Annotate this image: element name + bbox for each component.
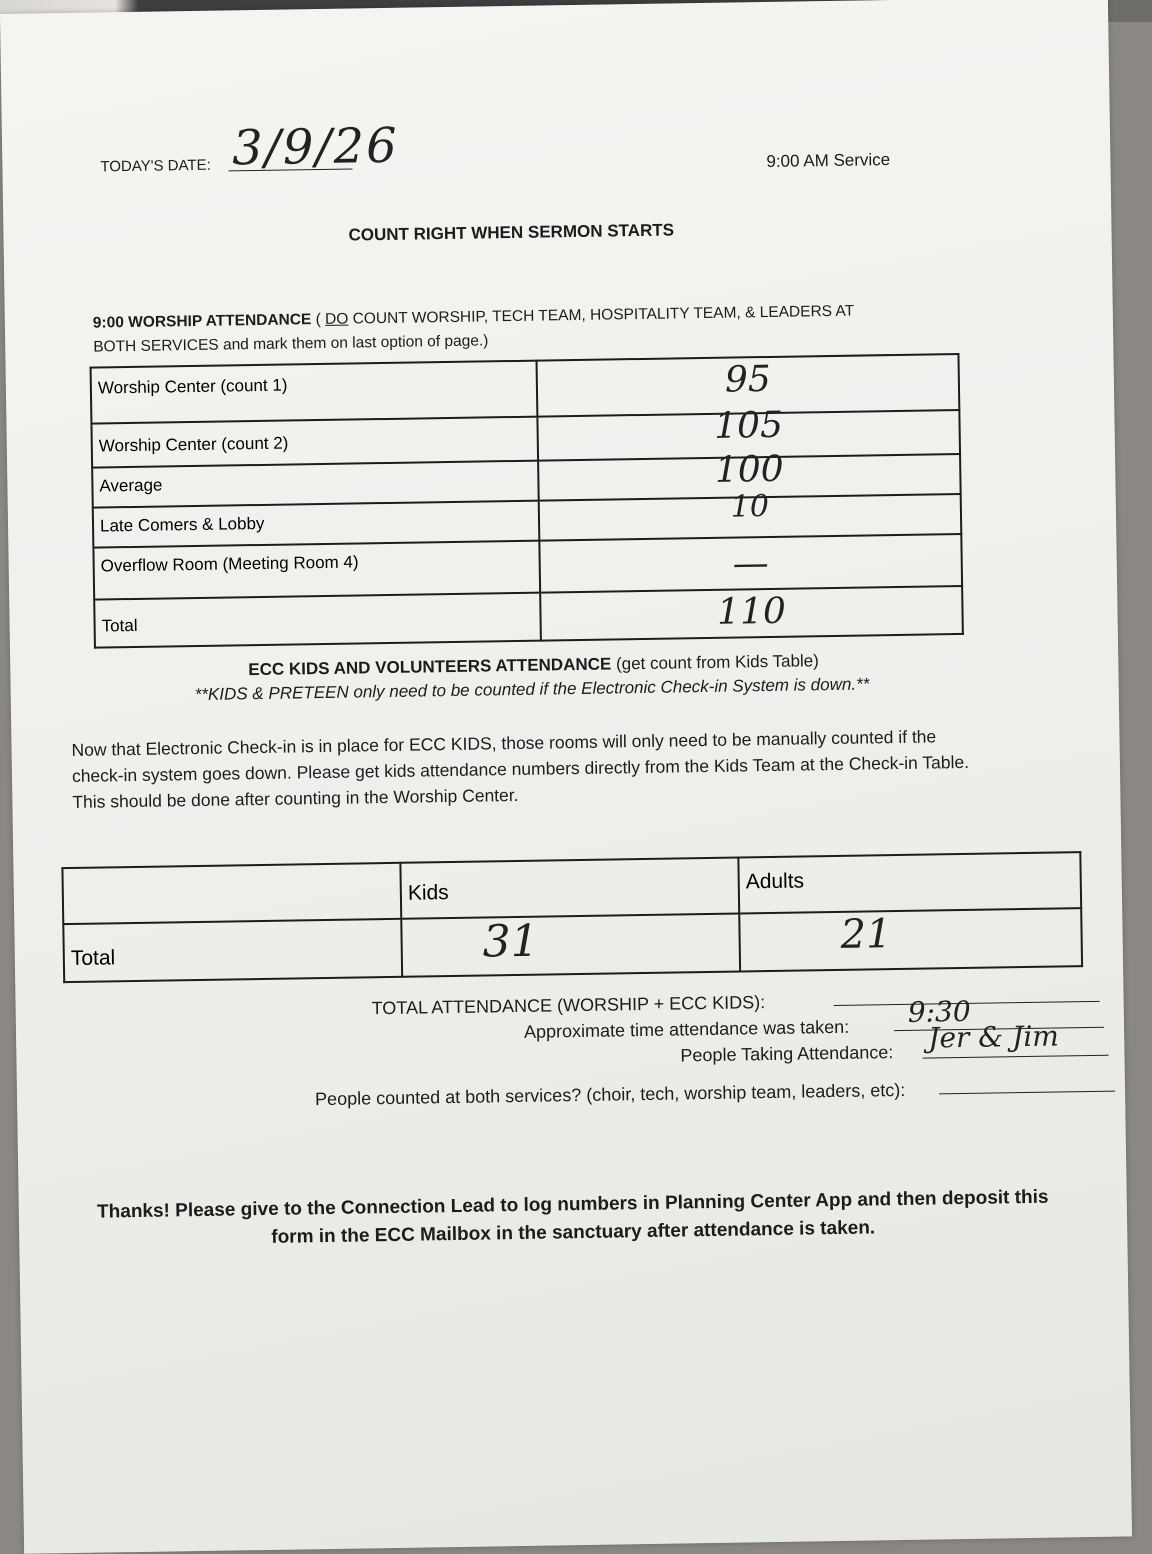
kids-note: **KIDS & PRETEEN only need to be counted if the Electronic Check-in System is down.** (194, 674, 870, 705)
row-value: 100 (714, 448, 784, 491)
row-label: Worship Center (count 1) (97, 375, 288, 398)
worship-heading-rest: COUNT WORSHIP, TECH TEAM, HOSPITALITY TEAM, & LEADERS AT (348, 302, 855, 328)
worship-heading: 9:00 WORSHIP ATTENDANCE ( DO COUNT WORSHIP, TECH TEAM, HOSPITALITY TEAM, & LEADERS AT (92, 302, 855, 332)
time-label: Approximate time attendance was taken: (523, 1016, 850, 1042)
kids-heading-rest: (get count from Kids Table) (611, 651, 819, 674)
row-value: 110 (716, 590, 787, 633)
count-instruction: COUNT RIGHT WHEN SERMON STARTS (348, 220, 675, 245)
kids-heading-bold: ECC KIDS AND VOLUNTEERS ATTENDANCE (248, 654, 612, 680)
kids-column-header: Kids (407, 881, 449, 905)
date-value: 3/9/26 (231, 117, 400, 177)
kids-total-value: 31 (482, 915, 540, 968)
row-value: — (732, 542, 770, 585)
both-services-label: People counted at both services? (choir, tech, worship team, leaders, etc): (314, 1079, 906, 1110)
total-attendance-label: TOTAL ATTENDANCE (WORSHIP + ECC KIDS): (371, 992, 766, 1019)
worship-heading-do: DO (324, 310, 349, 328)
row-value: 10 (730, 488, 770, 525)
row-label: Worship Center (count 2) (98, 433, 289, 456)
row-label: Late Comers & Lobby (99, 513, 265, 536)
empty-header-cell (62, 863, 401, 924)
row-value: 95 (724, 358, 772, 401)
people-label: People Taking Attendance: (680, 1042, 894, 1066)
footer-instructions (19, 1182, 1128, 1255)
worship-heading-bold: 9:00 WORSHIP ATTENDANCE (92, 311, 312, 332)
worship-attendance-table (90, 353, 964, 649)
kids-paragraph (71, 721, 1072, 815)
row-label: Total (101, 615, 138, 636)
people-line (923, 1055, 1109, 1059)
total-row-label: Total (70, 946, 116, 971)
kids-attendance-table (61, 851, 1083, 983)
people-value: Jer & Jim (927, 1019, 1060, 1055)
row-label: Average (99, 475, 163, 496)
footer-line: form in the ECC Mailbox in the sanctuary after attendance is taken. (271, 1217, 876, 1248)
time-value: 9:30 (907, 994, 971, 1029)
kids-paragraph-line: Now that Electronic Check-in is in place for ECC KIDS, those rooms will only need to be manually counted if the (71, 726, 937, 760)
adults-total-value: 21 (840, 911, 892, 958)
row-label: Overflow Room (Meeting Room 4) (100, 552, 359, 576)
kids-paragraph-line: This should be done after counting in the Worship Center. (72, 784, 519, 812)
worship-heading-line2: BOTH SERVICES and mark them on last option of page.) (93, 332, 489, 356)
footer-line: Thanks! Please give to the Connection Lead to log numbers in Planning Center App and then deposit this (96, 1186, 1049, 1223)
adults-column-header: Adults (745, 869, 805, 894)
kids-paragraph-line: check-in system goes down. Please get kids attendance numbers directly from the Kids Team at the Check-in Table. (71, 751, 970, 786)
row-value: 105 (713, 404, 784, 447)
date-label: TODAY'S DATE: (100, 156, 211, 176)
both-services-line (939, 1091, 1115, 1095)
service-label: 9:00 AM Service (766, 150, 891, 171)
